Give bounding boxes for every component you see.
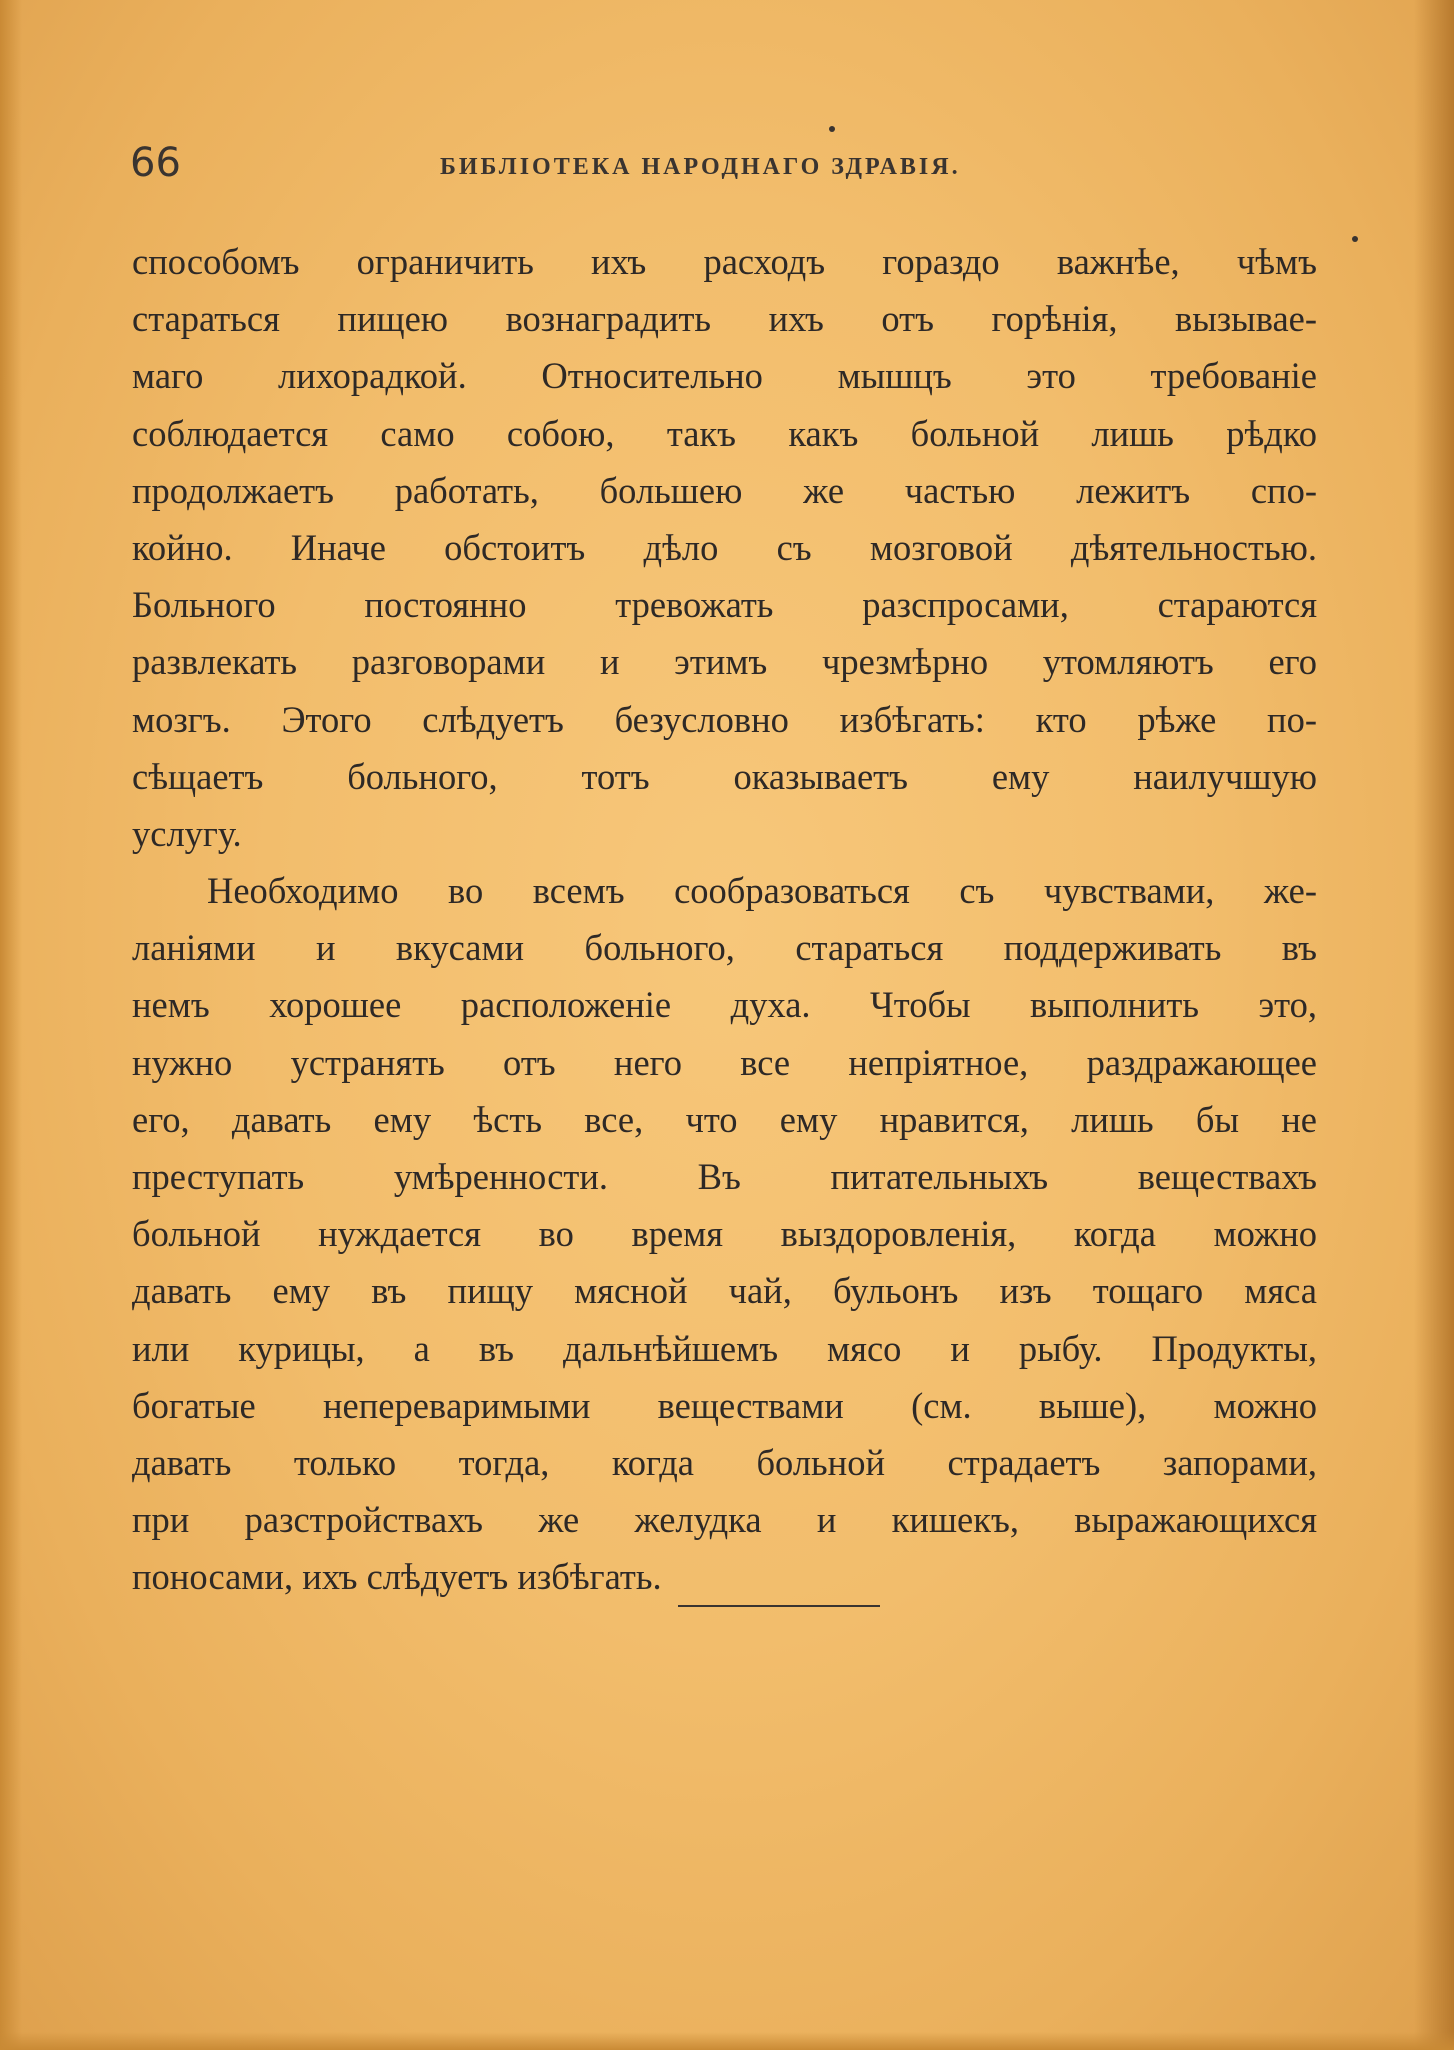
text-line: мозгъ. Этого слѣдуетъ безусловно избѣгать: кто рѣже по- <box>132 698 1317 740</box>
text-line: сѣщаетъ больного, тотъ оказываетъ ему наилучшую <box>132 755 1317 797</box>
ink-speck <box>829 126 835 132</box>
text-line: или курицы, а въ дальнѣйшемъ мясо и рыбу. Продукты, <box>132 1327 1317 1369</box>
page-number: 66 <box>130 140 181 186</box>
text-line: маго лихорадкой. Относительно мышцъ это требованіе <box>132 355 1317 397</box>
text-line: Больного постоянно тревожать разспросами, стараются <box>132 584 1317 626</box>
text-line: давать ему въ пищу мясной чай, бульонъ изъ тощаго мяса <box>132 1270 1317 1312</box>
text-line: преступать умѣренности. Въ питательныхъ веществахъ <box>132 1156 1317 1197</box>
paragraph-1 <box>132 233 1317 862</box>
text-line: больной нуждается во время выздоровленія, когда можно <box>132 1213 1317 1255</box>
text-line: его, давать ему ѣсть все, что ему нравится, лишь бы не <box>132 1098 1317 1140</box>
text-line: койно. Иначе обстоитъ дѣло съ мозговой дѣятельностью. <box>132 526 1317 568</box>
text-line: Необходимо во всемъ сообразоваться съ чувствами, же- <box>207 870 1317 912</box>
running-title: БИБЛІОТЕКА НАРОДНАГО ЗДРАВІЯ. <box>440 154 961 180</box>
text-line: способомъ ограничить ихъ расходъ гораздо важнѣе, чѣмъ <box>132 241 1317 282</box>
text-line: стараться пищею вознаградить ихъ отъ горѣнія, вызывае- <box>132 298 1317 340</box>
text-line: соблюдается само собою, такъ какъ больной лишь рѣдко <box>132 412 1317 454</box>
ink-speck <box>1352 236 1358 242</box>
paragraph-2 <box>132 862 1317 1605</box>
text-line: при разстройствахъ же желудка и кишекъ, выражающихся <box>132 1499 1317 1541</box>
text-line: ланіями и вкусами больного, стараться поддерживать въ <box>132 927 1317 969</box>
text-line: развлекать разговорами и этимъ чрезмѣрно утомляютъ его <box>132 641 1317 683</box>
section-divider <box>678 1605 880 1607</box>
body-text <box>132 233 1317 1606</box>
text-line: немъ хорошее расположеніе духа. Чтобы выполнить это, <box>132 984 1317 1026</box>
page-header <box>130 140 1330 190</box>
page-edge-shadow-left <box>0 0 22 2050</box>
text-line: услугу. <box>132 812 242 854</box>
text-line: продолжаетъ работать, большею же частью лежитъ спо- <box>132 469 1317 511</box>
text-line: богатые неперевaримыми веществами (см. выше), можно <box>132 1384 1317 1426</box>
text-line: нужно устранять отъ него все непріятное, раздражающее <box>132 1041 1317 1083</box>
text-line: поносами, ихъ слѣдуетъ избѣгать. <box>132 1556 662 1598</box>
page-edge-shadow-bottom <box>0 2032 1454 2050</box>
page-edge-shadow-right <box>1414 0 1454 2050</box>
text-line: давать только тогда, когда больной страдаетъ запорами, <box>132 1441 1317 1483</box>
